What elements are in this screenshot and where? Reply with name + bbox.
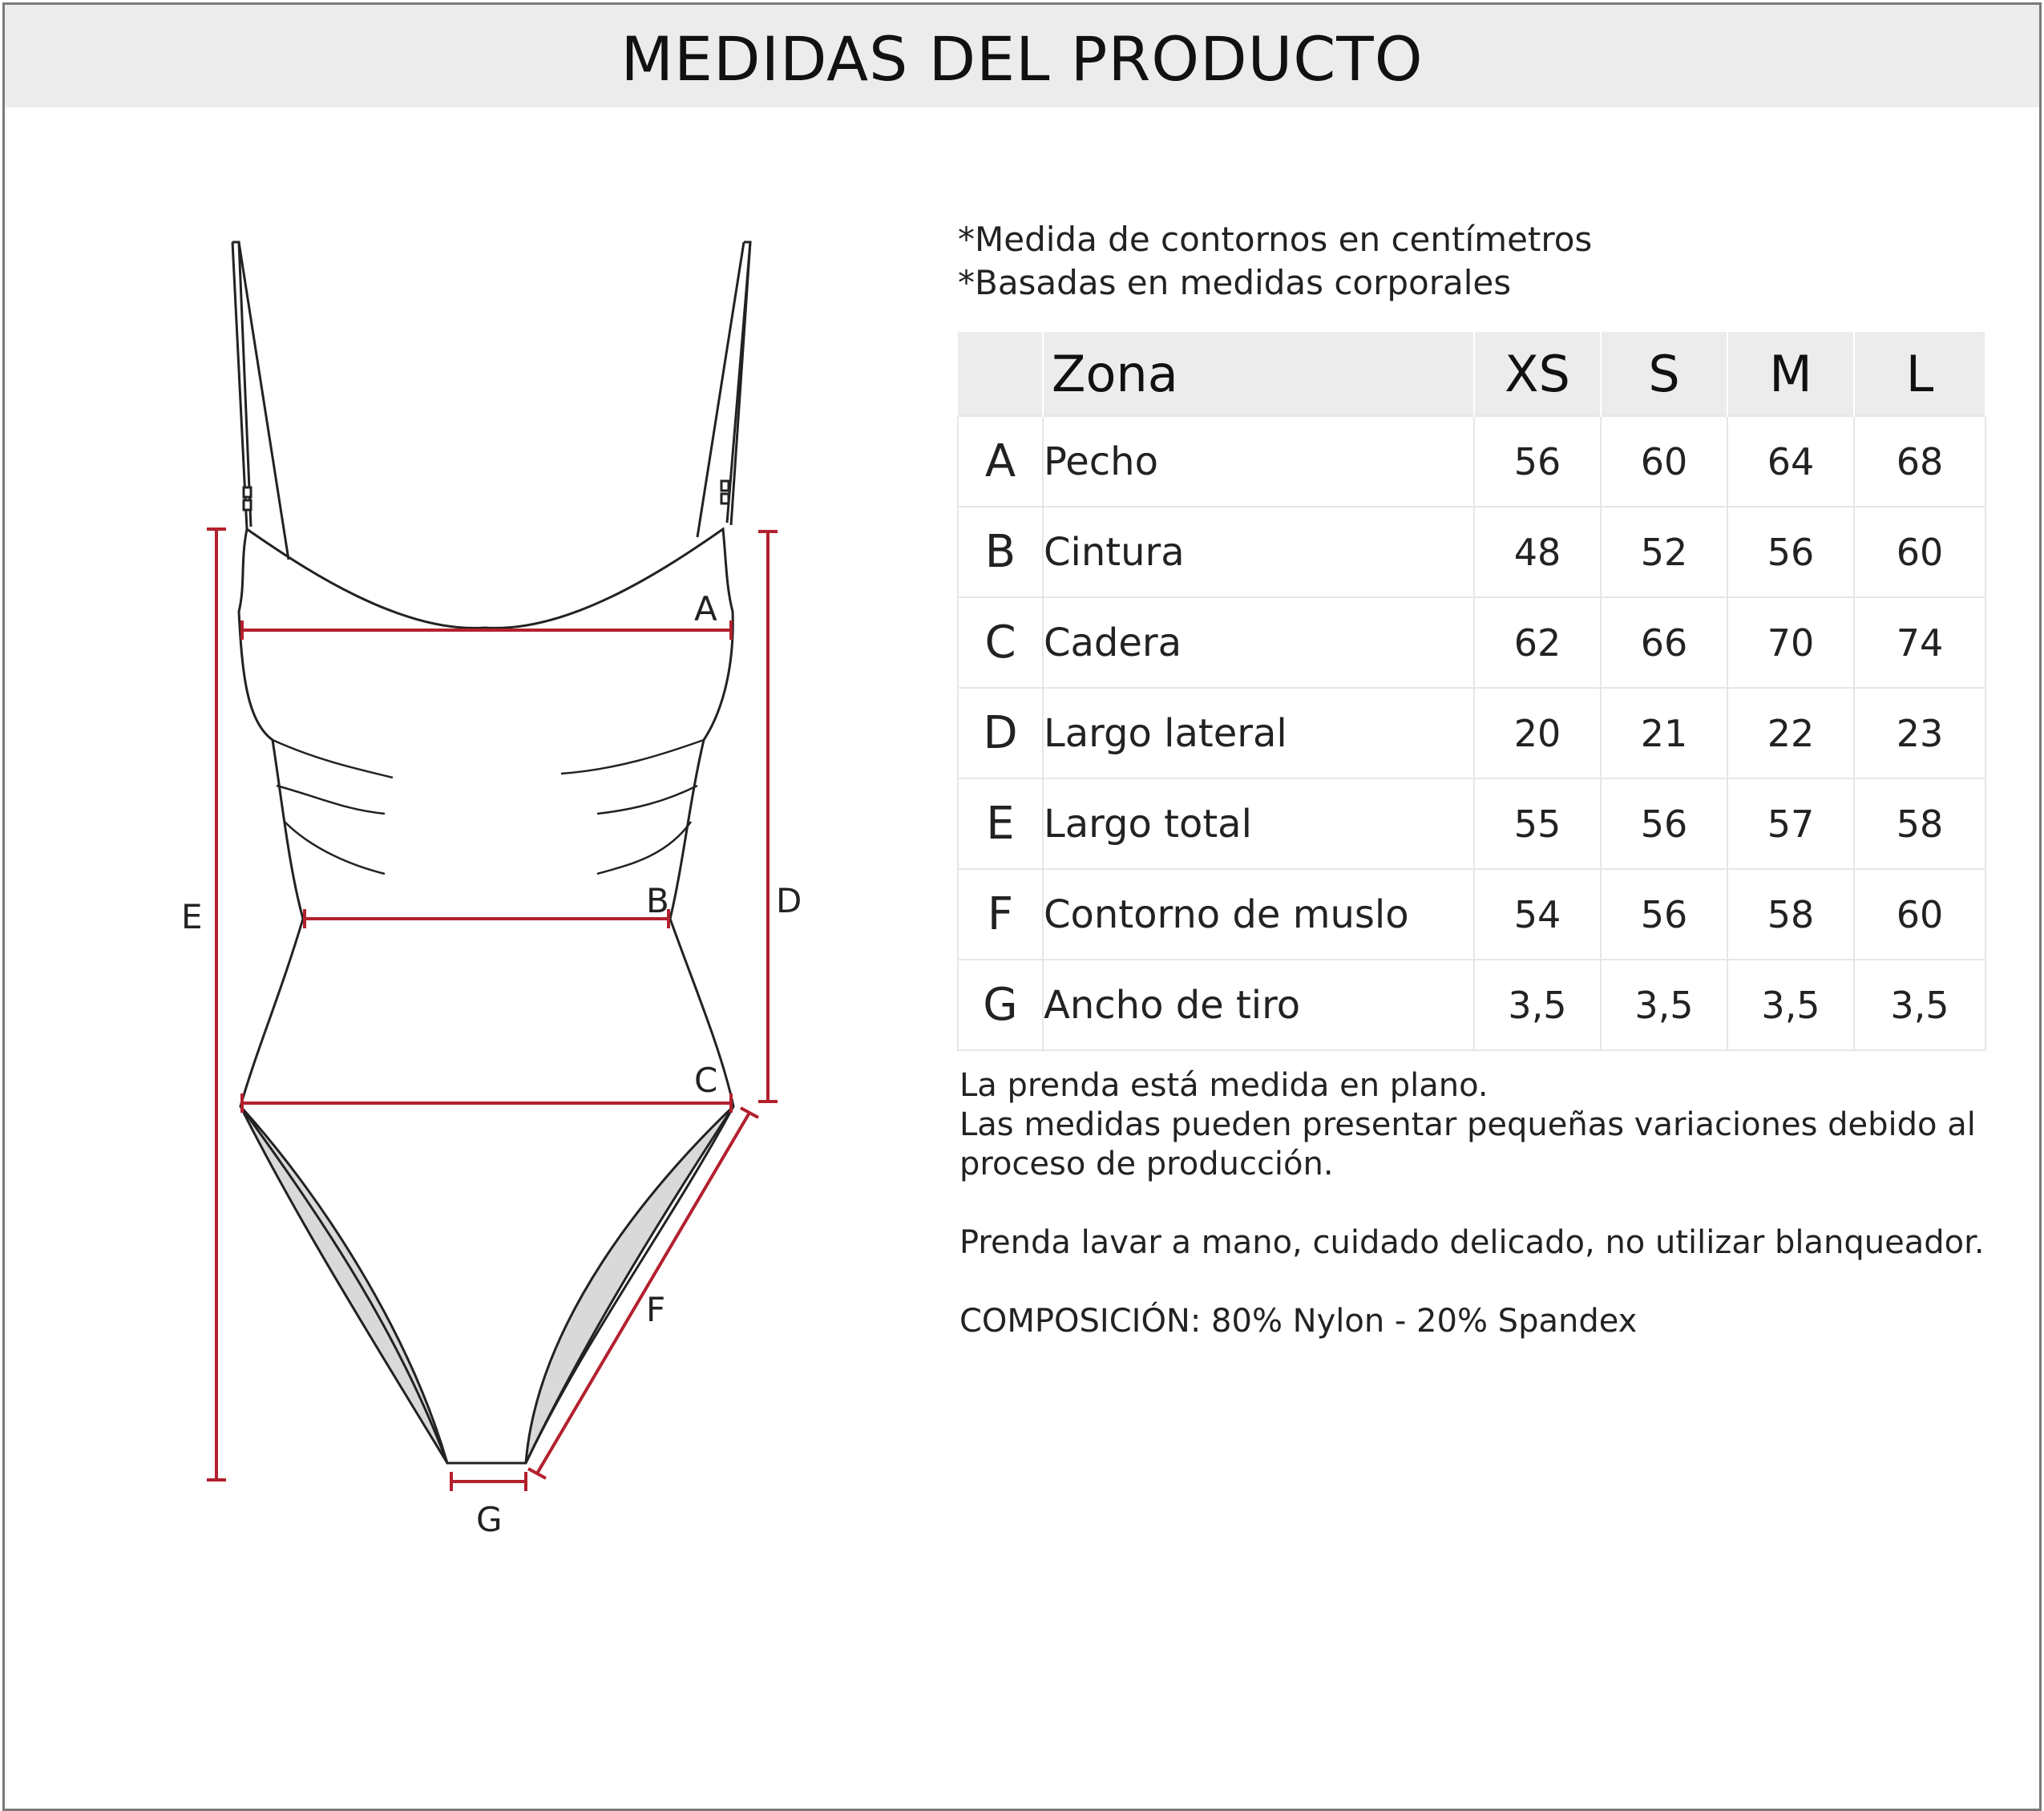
- table-header-row: [958, 332, 1985, 416]
- label-g: G: [476, 1500, 503, 1539]
- table-row: [958, 416, 1985, 507]
- note-composition: COMPOSICIÓN: 80% Nylon - 20% Spandex: [959, 1303, 1638, 1340]
- label-f: F: [646, 1290, 666, 1329]
- label-d: D: [776, 881, 802, 920]
- table-row: [958, 778, 1985, 869]
- table-row: [958, 507, 1985, 597]
- row-zone: Largo lateral: [1043, 688, 1474, 778]
- bodysuit-diagram: [152, 224, 842, 1547]
- row-letter: E: [958, 778, 1043, 869]
- row-zone: Cadera: [1043, 597, 1474, 688]
- label-c: C: [694, 1061, 718, 1100]
- row-value: 56: [1601, 778, 1727, 869]
- table-row: [958, 688, 1985, 778]
- row-zone: Cintura: [1043, 507, 1474, 597]
- table-row: [958, 869, 1985, 960]
- table-row: [958, 960, 1985, 1050]
- notes-bottom: [959, 1066, 2026, 1341]
- measure-line-c: [242, 1093, 731, 1113]
- row-value: 58: [1727, 869, 1854, 960]
- left-leg-shade: [240, 1106, 447, 1463]
- measure-line-b: [305, 909, 669, 928]
- row-value: 60: [1601, 416, 1727, 507]
- row-value: 22: [1727, 688, 1854, 778]
- measure-line-d: [758, 532, 778, 1102]
- row-letter: D: [958, 688, 1043, 778]
- measure-line-g: [451, 1472, 526, 1491]
- label-a: A: [694, 589, 717, 629]
- row-value: 56: [1727, 507, 1854, 597]
- row-letter: A: [958, 416, 1043, 507]
- row-value: 56: [1601, 869, 1727, 960]
- size-table: [957, 332, 1986, 1051]
- title-bar: [5, 5, 2039, 107]
- note-care: Prenda lavar a mano, cuidado delicado, no utilizar blanqueador.: [959, 1224, 1985, 1261]
- row-zone: Pecho: [1043, 416, 1474, 507]
- table-row: [958, 597, 1985, 688]
- row-value: 64: [1727, 416, 1854, 507]
- note-variation: Las medidas pueden presentar pequeñas variaciones debido al proceso de producción.: [959, 1106, 1976, 1182]
- row-value: 3,5: [1474, 960, 1601, 1050]
- note-body-based: *Basadas en medidas corporales: [958, 263, 1512, 302]
- row-letter: C: [958, 597, 1043, 688]
- ruching-lines: [273, 740, 704, 874]
- row-value: 60: [1854, 507, 1985, 597]
- row-value: 60: [1854, 869, 1985, 960]
- row-value: 48: [1474, 507, 1601, 597]
- label-b: B: [646, 881, 669, 920]
- row-value: 23: [1854, 688, 1985, 778]
- right-strap: [697, 242, 750, 537]
- row-value: 55: [1474, 778, 1601, 869]
- label-e: E: [181, 897, 203, 936]
- row-value: 3,5: [1727, 960, 1854, 1050]
- row-value: 62: [1474, 597, 1601, 688]
- row-value: 68: [1854, 416, 1985, 507]
- row-zone: Largo total: [1043, 778, 1474, 869]
- header-s: S: [1601, 332, 1727, 416]
- measure-line-a: [242, 621, 731, 640]
- row-value: 58: [1854, 778, 1985, 869]
- row-value: 57: [1727, 778, 1854, 869]
- header-letter: [958, 332, 1043, 416]
- row-letter: B: [958, 507, 1043, 597]
- row-letter: G: [958, 960, 1043, 1050]
- row-zone: Contorno de muslo: [1043, 869, 1474, 960]
- row-value: 74: [1854, 597, 1985, 688]
- header-m: M: [1727, 332, 1854, 416]
- note-contours: *Medida de contornos en centímetros: [958, 220, 1593, 259]
- row-value: 3,5: [1854, 960, 1985, 1050]
- measure-line-f: [528, 1108, 758, 1478]
- row-letter: F: [958, 869, 1043, 960]
- header-zona: Zona: [1043, 332, 1474, 416]
- left-strap: [232, 242, 289, 560]
- row-value: 20: [1474, 688, 1601, 778]
- row-value: 66: [1601, 597, 1727, 688]
- notes-top: [958, 218, 1592, 305]
- row-value: 52: [1601, 507, 1727, 597]
- row-zone: Ancho de tiro: [1043, 960, 1474, 1050]
- measure-line-e: [207, 529, 226, 1480]
- page-title: MEDIDAS DEL PRODUCTO: [620, 22, 1424, 95]
- note-measured-flat: La prenda está medida en plano.: [959, 1067, 1489, 1104]
- row-value: 54: [1474, 869, 1601, 960]
- row-value: 70: [1727, 597, 1854, 688]
- header-xs: XS: [1474, 332, 1601, 416]
- header-l: L: [1854, 332, 1985, 416]
- row-value: 3,5: [1601, 960, 1727, 1050]
- row-value: 56: [1474, 416, 1601, 507]
- row-value: 21: [1601, 688, 1727, 778]
